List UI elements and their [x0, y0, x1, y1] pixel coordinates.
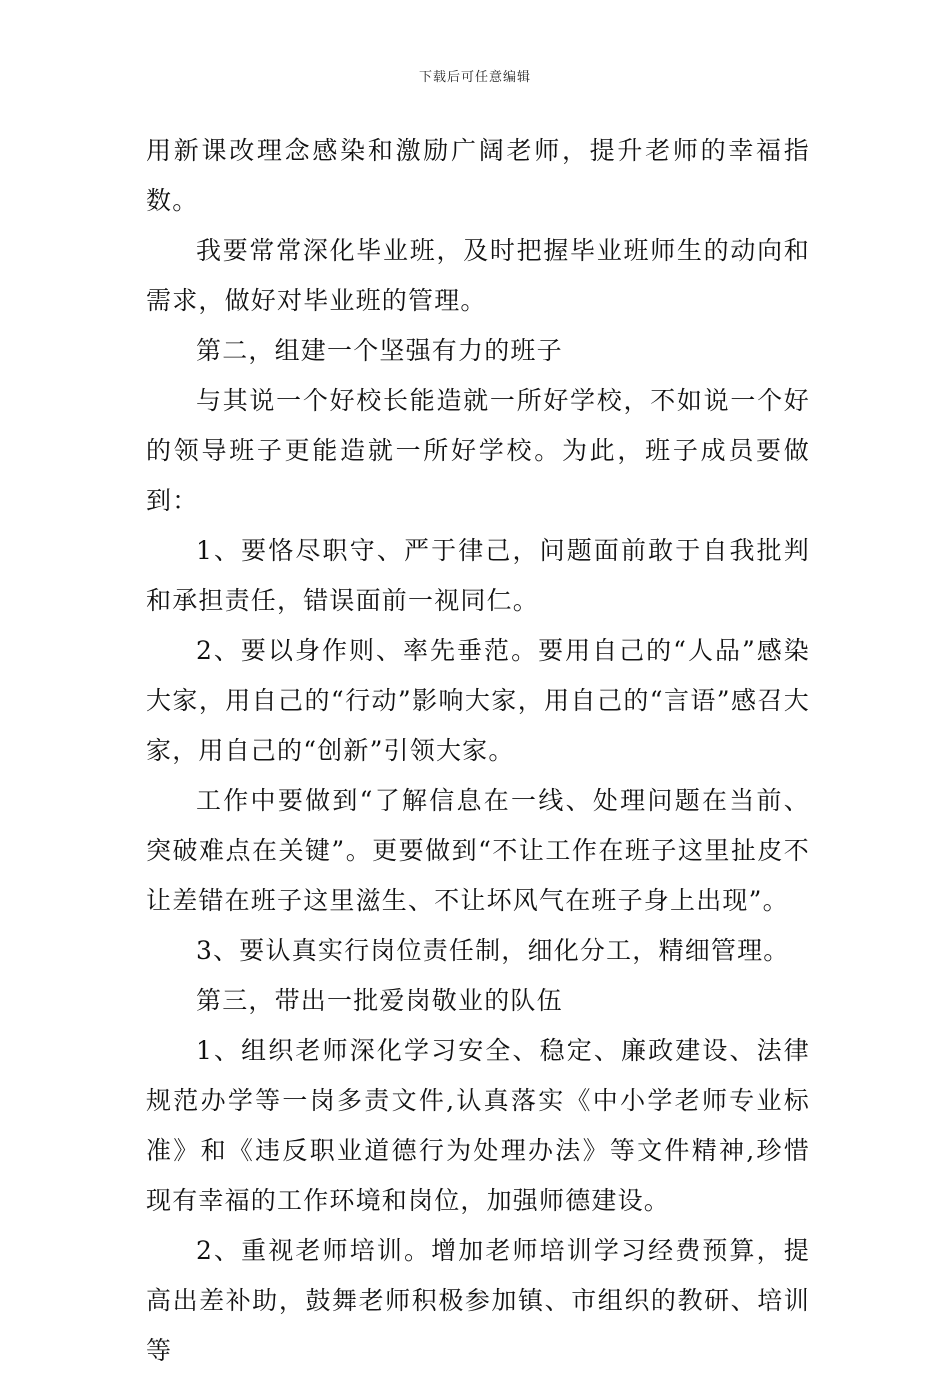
list-item: 2、重视老师培训。增加老师培训学习经费预算，提高出差补助，鼓舞老师积极参加镇、市组织的教研、培训等 [146, 1236, 810, 1365]
paragraph: 用新课改理念感染和激励广阔老师，提升老师的幸福指数。 [146, 136, 810, 215]
paragraph: 工作中要做到“了解信息在一线、处理问题在当前、突破难点在关键”。更要做到“不让工作在班子这里扯皮不让差错在班子这里滋生、不让坏风气在班子身上出现”。 [146, 786, 810, 915]
header-note: 下载后可任意编辑 [418, 70, 531, 85]
list-item: 1、要恪尽职守、严于律己，问题面前敢于自我批判和承担责任，错误面前一视同仁。 [146, 536, 810, 615]
paragraph: 我要常常深化毕业班，及时把握毕业班师生的动向和需求，做好对毕业班的管理。 [146, 236, 810, 315]
list-item: 2、要以身作则、率先垂范。要用自己的“人品”感染大家，用自己的“行动”影响大家，用自己的“言语”感召大家，用自己的“创新”引领大家。 [146, 636, 810, 765]
section-heading: 第二，组建一个坚强有力的班子 [196, 336, 563, 365]
list-item: 3、要认真实行岗位责任制，细化分工，精细管理。 [196, 936, 790, 965]
document-body [146, 126, 810, 1376]
section-heading: 第三，带出一批爱岗敬业的队伍 [196, 986, 563, 1015]
list-item: 1、组织老师深化学习安全、稳定、廉政建设、法律规范办学等一岗多责文件,认真落实《中小学老师专业标准》和《违反职业道德行为处理办法》等文件精神,珍惜现有幸福的工作环境和岗位，加强师德建设。 [146, 1036, 810, 1215]
paragraph: 与其说一个好校长能造就一所好学校，不如说一个好的领导班子更能造就一所好学校。为此，班子成员要做到： [146, 386, 810, 515]
